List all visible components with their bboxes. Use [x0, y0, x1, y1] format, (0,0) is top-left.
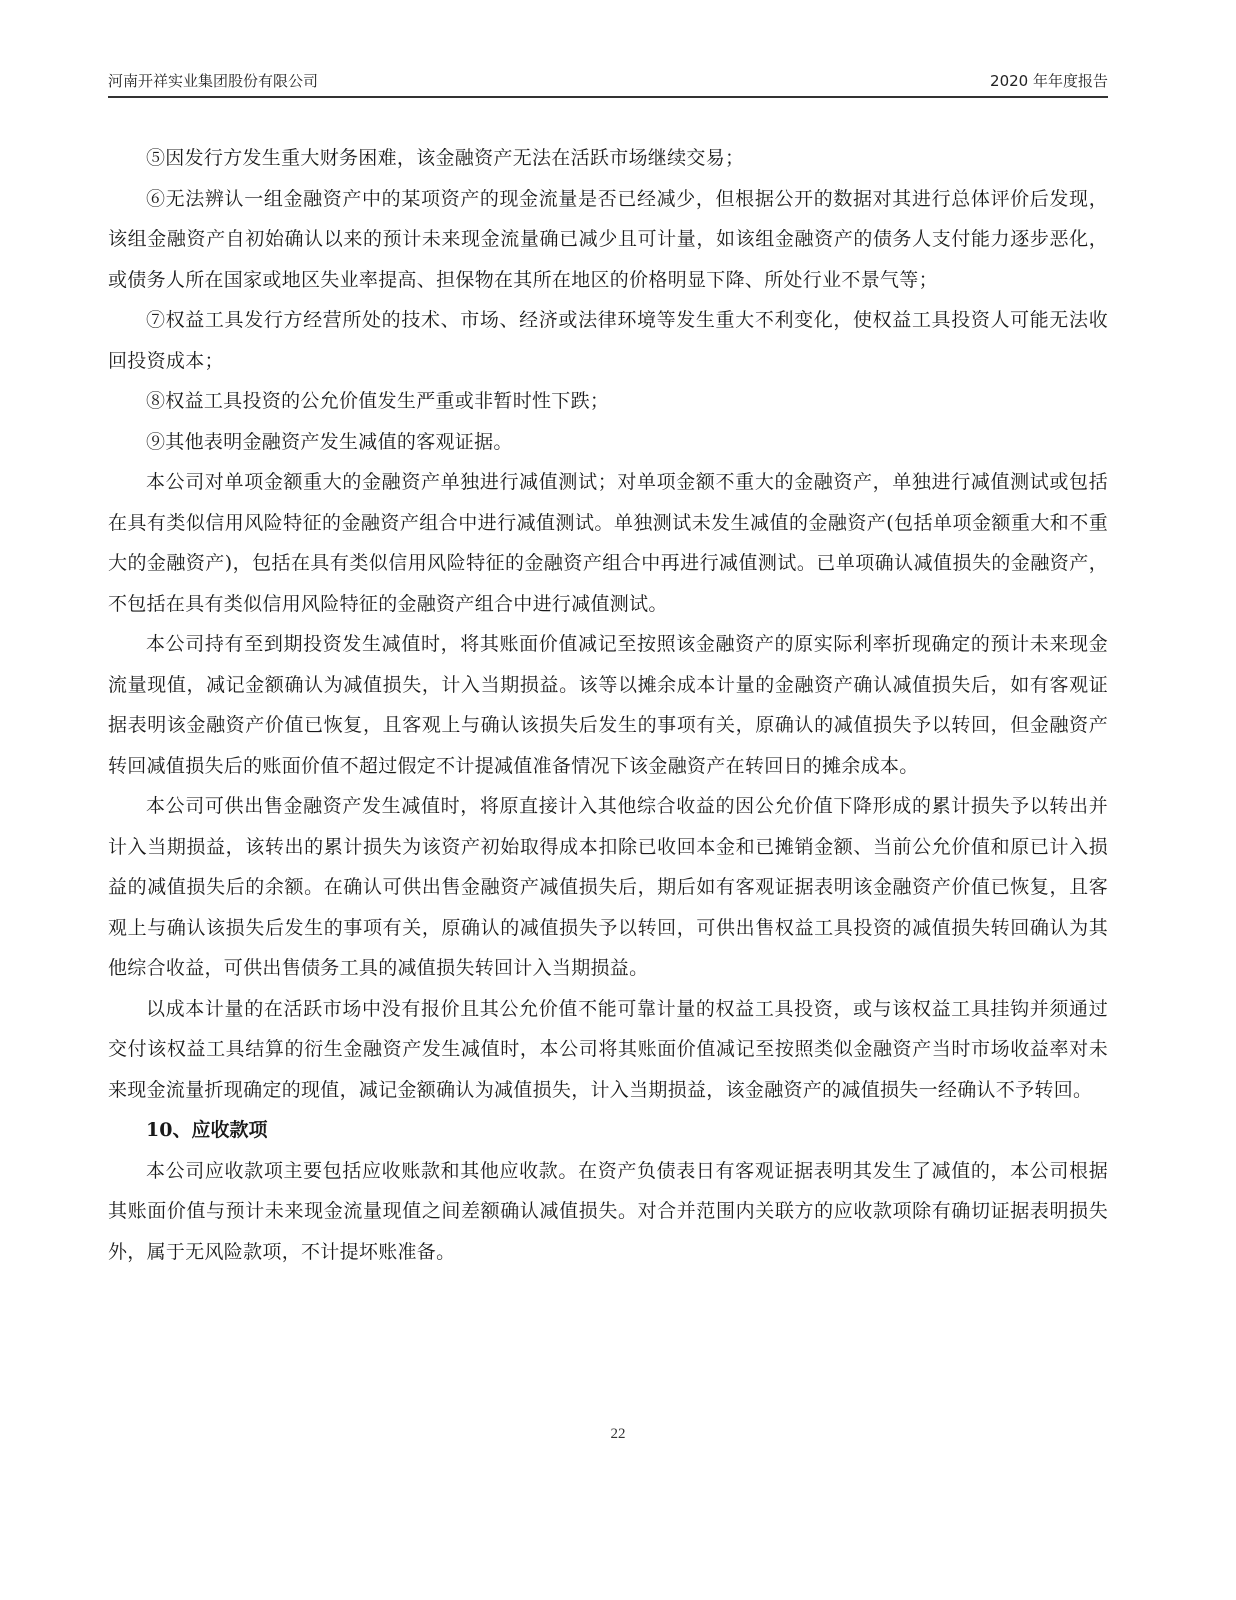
section-heading-receivables: 10、应收款项	[146, 1119, 268, 1141]
document-body	[108, 138, 1108, 1272]
page-number: 22	[610, 1426, 626, 1442]
paragraph-item-8: ⑧权益工具投资的公允价值发生严重或非暂时性下跌；	[146, 390, 610, 412]
company-name: 河南开祥实业集团股份有限公司	[108, 72, 319, 90]
paragraph-item-9: ⑨其他表明金融资产发生减值的客观证据。	[146, 430, 513, 453]
report-title: 2020 年年度报告	[990, 72, 1108, 90]
paragraph-item-7: ⑦权益工具发行方经营所处的技术、市场、经济或法律环境等发生重大不利变化，使权益工具投资人可能无法收回投资成本；	[108, 309, 1108, 372]
paragraph-receivables: 本公司应收款项主要包括应收账款和其他应收款。在资产负债表日有客观证据表明其发生了减值的，本公司根据其账面价值与预计未来现金流量现值之间差额确认减值损失。对合并范围内关联方的应收款项除有确切证据表明损失外，属于无风险款项，不计提坏账准备。	[108, 1159, 1108, 1263]
paragraph-held-to-maturity: 本公司持有至到期投资发生减值时，将其账面价值减记至按照该金融资产的原实际利率折现确定的预计未来现金流量现值，减记金额确认为减值损失，计入当期损益。该等以摊余成本计量的金融资产确认减值损失后，如有客观证据表明该金融资产价值已恢复，且客观上与确认该损失后发生的事项有关，原确认的减值损失予以转回，但金融资产转回减值损失后的账面价值不超过假定不计提减值准备情况下该金融资产在转回日的摊余成本。	[108, 633, 1108, 777]
paragraph-impairment-testing: 本公司对单项金额重大的金融资产单独进行减值测试；对单项金额不重大的金融资产，单独进行减值测试或包括在具有类似信用风险特征的金融资产组合中进行减值测试。单独测试未发生减值的金融资产(包括单项金额重大和不重大的金融资产)，包括在具有类似信用风险特征的金融资产组合中再进行减值测试。已单项确认减值损失的金融资产，不包括在具有类似信用风险特征的金融资产组合中进行减值测试。	[108, 471, 1108, 615]
page-header	[108, 68, 1108, 98]
paragraph-item-6: ⑥无法辨认一组金融资产中的某项资产的现金流量是否已经减少，但根据公开的数据对其进行总体评价后发现，该组金融资产自初始确认以来的预计未来现金流量确已减少且可计量，如该组金融资产的债务人支付能力逐步恶化，或债务人所在国家或地区失业率提高、担保物在其所在地区的价格明显下降、所处行业不景气等；	[108, 187, 1108, 291]
paragraph-cost-measured-equity: 以成本计量的在活跃市场中没有报价且其公允价值不能可靠计量的权益工具投资，或与该权益工具挂钩并须通过交付该权益工具结算的衍生金融资产发生减值时，本公司将其账面价值减记至按照类似金融资产当时市场收益率对未来现金流量折现确定的现值，减记金额确认为减值损失，计入当期损益，该金融资产的减值损失一经确认不予转回。	[108, 997, 1108, 1101]
paragraph-item-5: ⑤因发行方发生重大财务困难，该金融资产无法在活跃市场继续交易；	[146, 147, 745, 169]
paragraph-available-for-sale: 本公司可供出售金融资产发生减值时，将原直接计入其他综合收益的因公允价值下降形成的累计损失予以转出并计入当期损益，该转出的累计损失为该资产初始取得成本扣除已收回本金和已摊销金额、当前公允价值和原已计入损益的减值损失后的余额。在确认可供出售金融资产减值损失后，期后如有客观证据表明该金融资产价值已恢复，且客观上与确认该损失后发生的事项有关，原确认的减值损失予以转回，可供出售权益工具投资的减值损失转回确认为其他综合收益，可供出售债务工具的减值损失转回计入当期损益。	[108, 795, 1108, 979]
